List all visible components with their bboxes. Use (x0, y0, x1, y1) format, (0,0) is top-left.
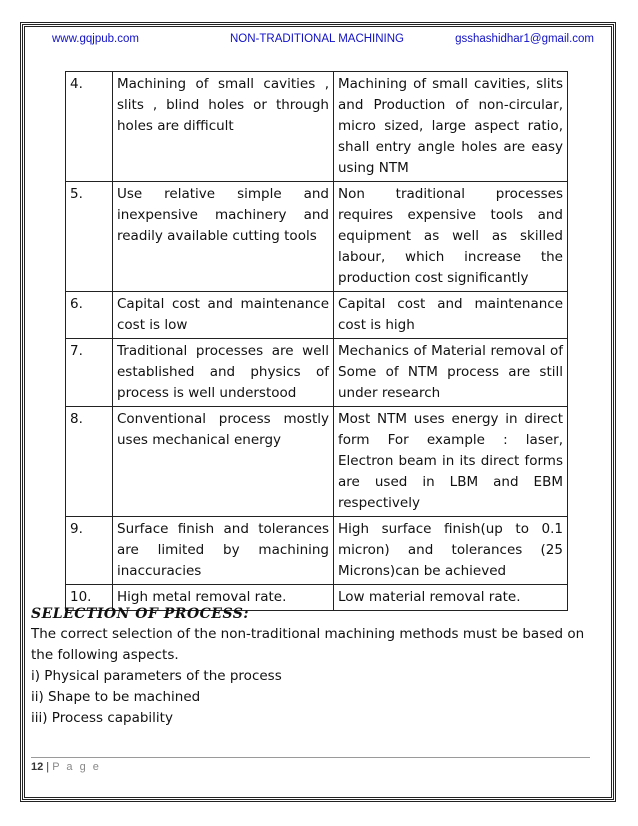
row-number: 10. (66, 585, 113, 611)
table-row (66, 517, 568, 585)
page-number: 12 (31, 761, 44, 773)
traditional-cell: Conventional process mostly uses mechanical energy (113, 407, 334, 517)
table-row (66, 292, 568, 339)
table-row (66, 182, 568, 292)
traditional-cell: Use relative simple and inexpensive machinery and readily available cutting tools (113, 182, 334, 292)
traditional-cell: Machining of small cavities , slits , blind holes or through holes are difficult (113, 72, 334, 182)
footer-separator: | (43, 761, 53, 773)
traditional-cell: Capital cost and maintenance cost is low (113, 292, 334, 339)
table-row (66, 407, 568, 517)
page-footer (31, 757, 590, 773)
selection-section (31, 606, 591, 729)
row-number: 6. (66, 292, 113, 339)
table-row (66, 339, 568, 407)
list-item: ii) Shape to be machined (31, 689, 201, 705)
non-traditional-cell: High surface finish(up to 0.1 micron) and tolerances (25 Microns)can be achieved (334, 517, 568, 585)
non-traditional-cell: Non traditional processes requires expensive tools and equipment as well as skilled labour, which increase the production cost significantly (334, 182, 568, 292)
row-number: 8. (66, 407, 113, 517)
non-traditional-cell: Mechanics of Material removal of Some of NTM process are still under research (334, 339, 568, 407)
comparison-table (65, 71, 568, 611)
traditional-cell: Traditional processes are well established and physics of process is well understood (113, 339, 334, 407)
traditional-cell: Surface finish and tolerances are limited by machining inaccuracies (113, 517, 334, 585)
row-number: 7. (66, 339, 113, 407)
header-email: gsshashidhar1@gmail.com (455, 33, 594, 45)
list-item: i) Physical parameters of the process (31, 668, 282, 684)
non-traditional-cell: Machining of small cavities, slits and Production of non-circular, micro sized, large aspect ratio, shall entry angle holes are easy using NTM (334, 72, 568, 182)
non-traditional-cell: Capital cost and maintenance cost is high (334, 292, 568, 339)
non-traditional-cell: Low material removal rate. (334, 585, 568, 611)
header-title: NON-TRADITIONAL MACHINING (230, 33, 404, 45)
page-label: P a g e (52, 761, 101, 773)
row-number: 5. (66, 182, 113, 292)
section-heading: SELECTION OF PROCESS: (31, 606, 250, 622)
header-website: www.gqjpub.com (52, 33, 139, 45)
page-header (52, 33, 594, 49)
table-row (66, 72, 568, 182)
traditional-cell: High metal removal rate. (113, 585, 334, 611)
row-number: 4. (66, 72, 113, 182)
row-number: 9. (66, 517, 113, 585)
non-traditional-cell: Most NTM uses energy in direct form For example : laser, Electron beam in its direct forms are used in LBM and EBM respectively (334, 407, 568, 517)
section-paragraph: The correct selection of the non-traditional machining methods must be based on the following aspects. (31, 626, 585, 663)
list-item: iii) Process capability (31, 710, 173, 726)
